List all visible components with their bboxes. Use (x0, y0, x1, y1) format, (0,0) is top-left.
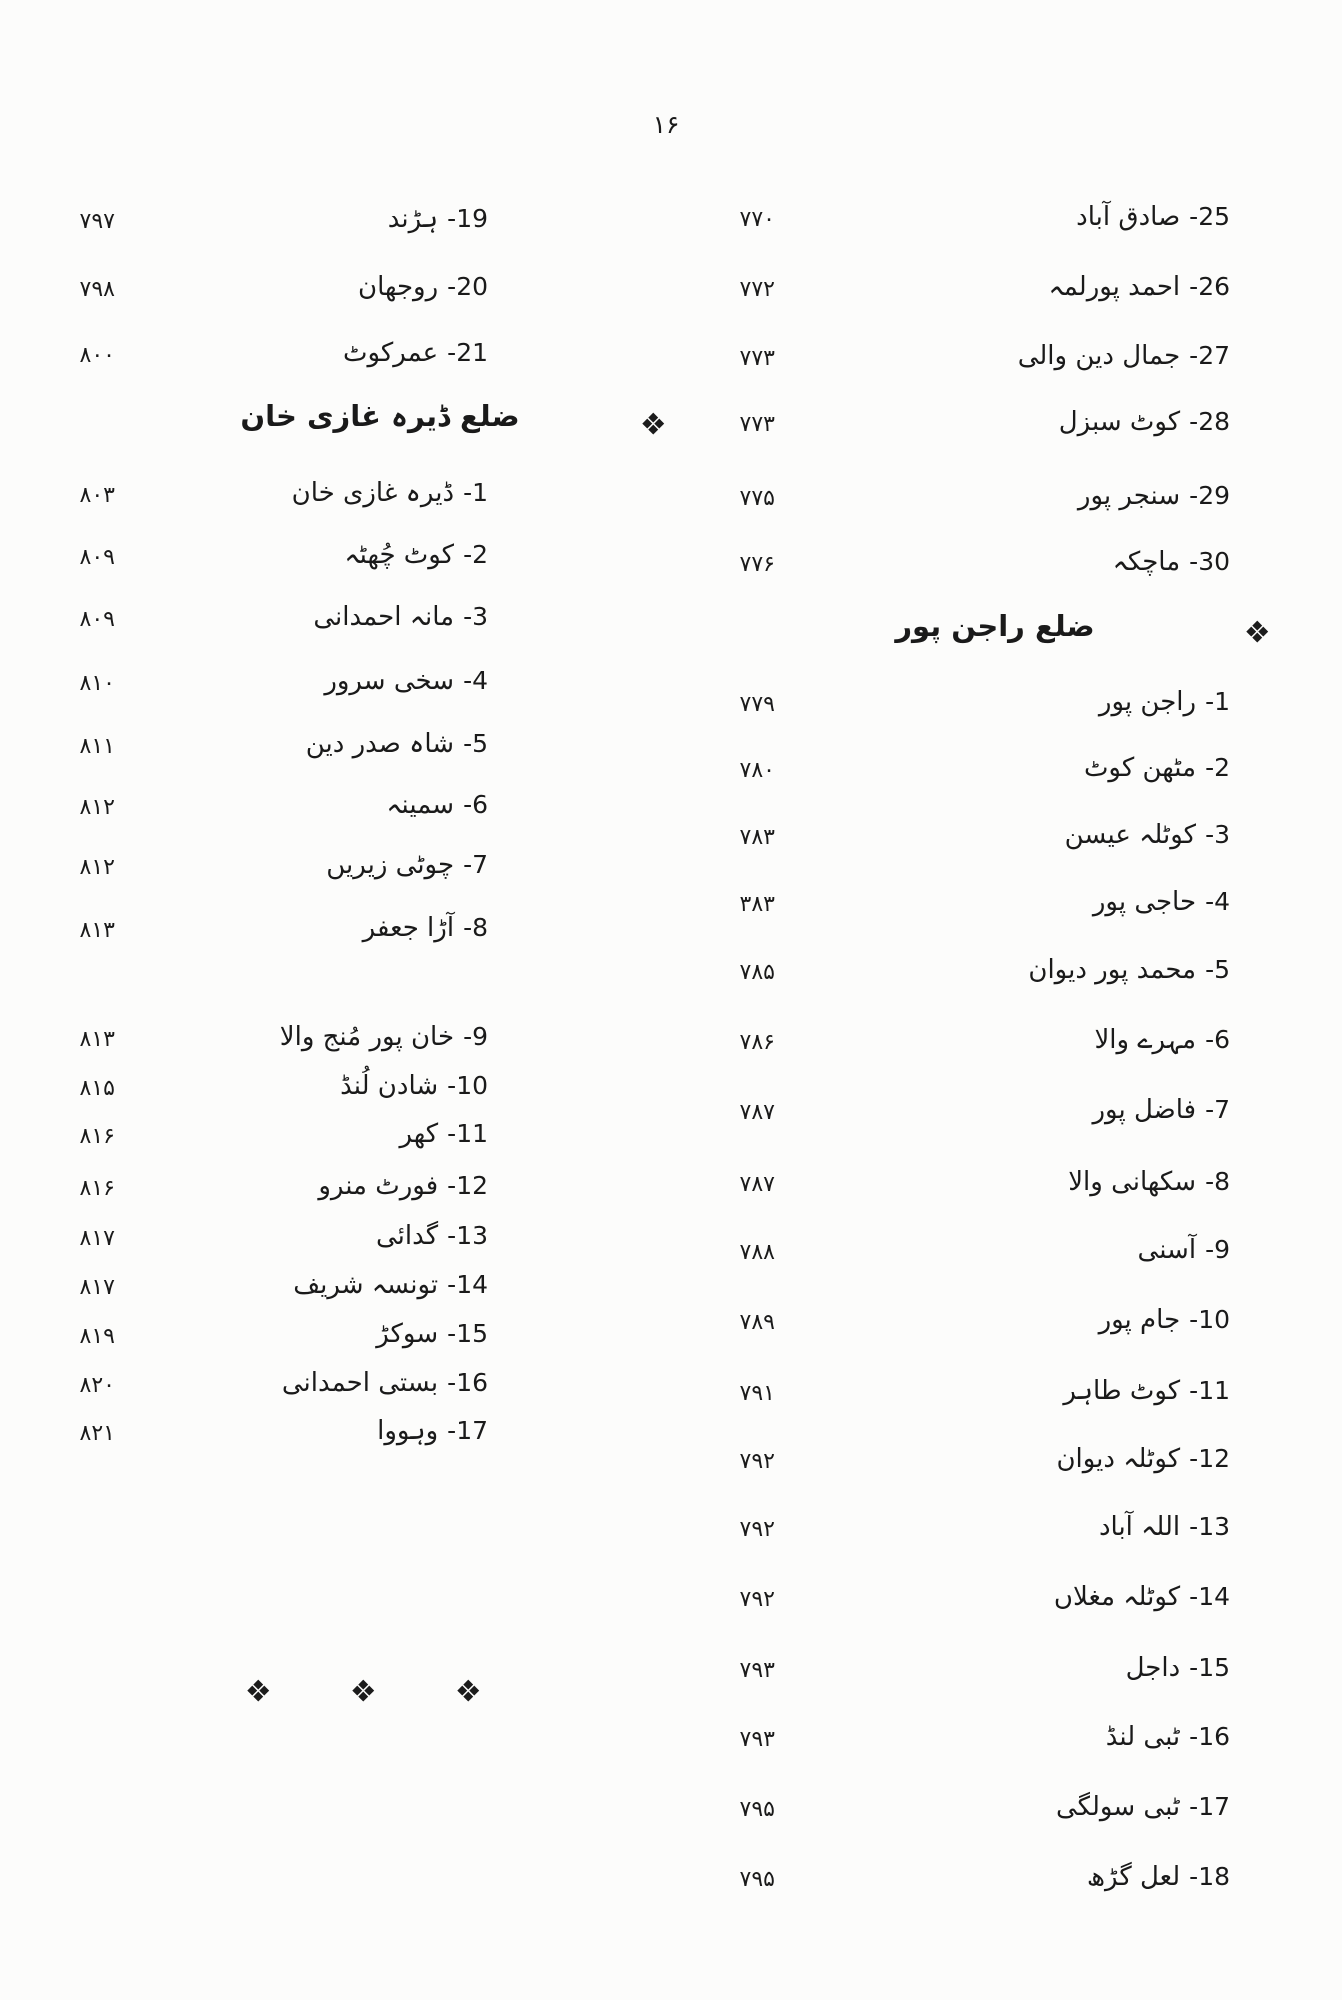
entry-number: 4- (463, 666, 488, 695)
entry-number: 16- (1189, 1722, 1230, 1751)
entry-name: فاضل پور (1092, 1095, 1197, 1125)
toc-entry (1084, 749, 1230, 787)
toc-entry (1054, 1578, 1230, 1616)
page-number: ۷۹۲ (739, 1587, 775, 1612)
page-number: ۸۰۹ (79, 545, 115, 570)
toc-entry (1092, 1091, 1230, 1129)
entry-number: 6- (463, 790, 488, 819)
entry-name: خان پور مُنج والا (279, 1022, 455, 1052)
toc-entry (1093, 883, 1230, 921)
entry-name: بستی احمدانی (281, 1368, 439, 1398)
toc-entry (399, 1115, 488, 1153)
entry-name: جمال دین والی (1017, 341, 1181, 371)
entry-name: سوکڑ (376, 1319, 439, 1349)
entry-number: 11- (447, 1119, 488, 1148)
entry-number: 1- (463, 478, 488, 507)
page-number: ۸۰۰ (79, 343, 115, 368)
entry-name: سخی سرور (324, 666, 455, 696)
toc-entry (1099, 1508, 1230, 1546)
toc-entry (1076, 198, 1230, 236)
toc-entry (318, 1167, 488, 1205)
entry-name: ڈیرہ غازی خان (291, 478, 455, 508)
entry-name: روجھان (357, 272, 439, 302)
entry-name: کوٹلہ دیوان (1056, 1444, 1181, 1474)
entry-number: 10- (1189, 1305, 1230, 1334)
page-number: ۷۷۵ (739, 486, 775, 511)
toc-entry (340, 1067, 488, 1105)
toc-entry (1113, 543, 1230, 581)
diamond-cluster-icon (644, 414, 662, 432)
toc-entry (1078, 477, 1230, 515)
entry-number: 29- (1189, 481, 1230, 510)
entry-number: 5- (1205, 955, 1230, 984)
entry-number: 3- (463, 602, 488, 631)
entry-name: شادن لُنڈ (340, 1071, 439, 1101)
entry-number: 1- (1205, 687, 1230, 716)
page-number: ۷۷۶ (739, 552, 775, 577)
entry-name: کوٹ سبزل (1058, 407, 1181, 437)
toc-entry (1028, 951, 1230, 989)
entry-number: 8- (463, 913, 488, 942)
page-number: ۷۹۵ (739, 1867, 775, 1892)
entry-name: اللہ آباد (1098, 1512, 1181, 1542)
entry-name: کوٹ چُھٹہ (344, 540, 455, 570)
entry-number: 17- (447, 1416, 488, 1445)
toc-entry (324, 662, 488, 700)
page-number: ۷۹۱ (739, 1381, 775, 1406)
entry-name: صادق آباد (1076, 202, 1181, 232)
entry-name: وہووا (377, 1416, 439, 1446)
toc-entry (1099, 1301, 1230, 1339)
diamond-cluster-icon (1248, 622, 1266, 640)
entry-number: 5- (463, 729, 488, 758)
toc-entry (293, 1266, 488, 1304)
toc-entry (1059, 403, 1230, 441)
toc-entry (388, 200, 488, 238)
entry-number: 9- (1205, 1235, 1230, 1264)
toc-entry (1056, 1788, 1230, 1826)
page-number: ۷۸۵ (739, 960, 775, 985)
page-number: ۸۱۹ (79, 1324, 115, 1349)
page-number: ۸۱۵ (79, 1076, 115, 1101)
entry-name: چوٹی زیریں (326, 850, 455, 880)
toc-entry (1018, 337, 1230, 375)
toc-entry (343, 334, 488, 372)
entry-number: 26- (1189, 272, 1230, 301)
page-number: ۸۱۷ (79, 1226, 115, 1251)
entry-number: 21- (447, 338, 488, 367)
page-number: ۷۹۸ (79, 277, 115, 302)
page-number: ۷۸۷ (739, 1172, 775, 1197)
page-number: ۷۷۲ (739, 277, 775, 302)
entry-name: فورٹ منرو (318, 1171, 439, 1201)
toc-entry (292, 474, 488, 512)
folio-page-number: ۱۶ (652, 110, 680, 139)
entry-name: محمد پور دیوان (1028, 955, 1197, 985)
entry-number: 12- (447, 1171, 488, 1200)
page-number: ۷۸۰ (739, 758, 775, 783)
entry-number: 8- (1205, 1167, 1230, 1196)
page-number: ۸۱۲ (79, 855, 115, 880)
page-number: ۷۹۳ (739, 1658, 775, 1683)
entry-name: جام پور (1098, 1305, 1181, 1335)
toc-entry (1056, 1440, 1230, 1478)
toc-entry (1138, 1231, 1230, 1269)
entry-name: تونسہ شریف (293, 1270, 439, 1300)
entry-number: 13- (1189, 1512, 1230, 1541)
entry-name: گدائی (376, 1221, 439, 1251)
entry-number: 2- (1205, 753, 1230, 782)
page-number: ۷۹۵ (739, 1797, 775, 1822)
entry-number: 11- (1189, 1376, 1230, 1405)
entry-number: 25- (1189, 202, 1230, 231)
entry-number: 30- (1189, 547, 1230, 576)
entry-number: 9- (463, 1022, 488, 1051)
entry-number: 20- (447, 272, 488, 301)
page-number: ۸۱۱ (79, 734, 115, 759)
entry-name: شاہ صدر دین (305, 729, 455, 759)
entry-name: ٹبی لنڈ (1105, 1722, 1181, 1752)
page-number: ۸۰۳ (79, 483, 115, 508)
entry-name: لعل گڑھ (1086, 1862, 1181, 1892)
page-number: ۷۷۳ (739, 346, 775, 371)
entry-number: 6- (1205, 1025, 1230, 1054)
entry-number: 2- (463, 540, 488, 569)
page-number: ۷۷۰ (739, 207, 775, 232)
toc-entry (306, 725, 488, 763)
toc-entry (1068, 1163, 1230, 1201)
page-number: ۸۱۳ (79, 1027, 115, 1052)
entry-number: 7- (1205, 1095, 1230, 1124)
toc-entry (1106, 1718, 1230, 1756)
toc-entry (1099, 683, 1230, 721)
section-header-dera-ghazi-khan: ضلع ڈیرہ غازی خان (240, 399, 520, 433)
page-number: ۷۸۶ (739, 1030, 775, 1055)
page-number: ۷۸۷ (739, 1100, 775, 1125)
entry-name: آڑا جعفر (362, 913, 455, 943)
toc-entry (280, 1018, 488, 1056)
toc-entry (376, 1217, 488, 1255)
entry-name: ہڑند (387, 204, 439, 234)
entry-number: 4- (1205, 887, 1230, 916)
entry-name: مانہ احمدانی (313, 602, 455, 632)
page-number: ۷۸۸ (739, 1240, 775, 1265)
page-number: ۸۱۲ (79, 795, 115, 820)
entry-number: 19- (447, 204, 488, 233)
entry-name: مہرے والا (1094, 1025, 1197, 1055)
entry-number: 15- (1189, 1653, 1230, 1682)
entry-number: 14- (447, 1270, 488, 1299)
toc-entry (326, 846, 488, 884)
entry-name: ماچکہ (1112, 547, 1181, 577)
entry-number: 15- (447, 1319, 488, 1348)
diamond-cluster-icon (459, 1681, 477, 1699)
entry-name: داجل (1125, 1653, 1181, 1683)
toc-entry (1087, 1858, 1230, 1896)
page-number: ۷۹۲ (739, 1449, 775, 1474)
entry-name: احمد پورلمہ (1048, 272, 1181, 302)
toc-entry (386, 786, 488, 824)
entry-number: 28- (1189, 407, 1230, 436)
page-number: ۸۱۶ (79, 1124, 115, 1149)
entry-name: عمرکوٹ (342, 338, 439, 368)
page-number: ۷۸۹ (739, 1310, 775, 1335)
toc-entry (1126, 1649, 1230, 1687)
toc-entry (344, 536, 488, 574)
page-number: ۸۱۷ (79, 1275, 115, 1300)
page-number: ۸۱۰ (79, 671, 115, 696)
entry-name: حاجی پور (1092, 887, 1197, 917)
page-number: ۷۷۹ (739, 692, 775, 717)
entry-number: 10- (447, 1071, 488, 1100)
entry-number: 12- (1189, 1444, 1230, 1473)
section-header-rajanpur: ضلع راجن پور (895, 609, 1095, 643)
toc-entry (358, 268, 488, 306)
toc-entry (1065, 816, 1230, 854)
toc-entry (1049, 268, 1231, 306)
entry-number: 13- (447, 1221, 488, 1250)
diamond-cluster-icon (249, 1681, 267, 1699)
entry-name: سنجر پور (1077, 481, 1181, 511)
page-number: ۷۷۳ (739, 412, 775, 437)
page-number: ۸۲۰ (79, 1373, 115, 1398)
entry-number: 17- (1189, 1792, 1230, 1821)
entry-name: سکھانی والا (1068, 1167, 1197, 1197)
entry-number: 18- (1189, 1862, 1230, 1891)
entry-number: 27- (1189, 341, 1230, 370)
toc-entry (377, 1412, 488, 1450)
entry-number: 14- (1189, 1582, 1230, 1611)
entry-name: کوٹ طاہر (1063, 1376, 1181, 1406)
entry-name: مٹھن کوٹ (1083, 753, 1197, 783)
page-number: ۷۹۷ (79, 209, 115, 234)
page-number: ۷۹۳ (739, 1727, 775, 1752)
page-number: ۸۱۳ (79, 918, 115, 943)
page-number: ۸۲۱ (79, 1421, 115, 1446)
toc-entry (282, 1364, 488, 1402)
page-number: ۷۹۲ (739, 1517, 775, 1542)
page-number: ۷۸۳ (739, 825, 775, 850)
entry-number: 3- (1205, 820, 1230, 849)
entry-name: آسنی (1137, 1235, 1197, 1265)
entry-number: 16- (447, 1368, 488, 1397)
entry-number: 7- (463, 850, 488, 879)
toc-entry (1063, 1372, 1230, 1410)
toc-entry (376, 1315, 488, 1353)
page-number: ۸۰۹ (79, 607, 115, 632)
page-number: ۸۱۶ (79, 1176, 115, 1201)
entry-name: کوٹلہ عیسن (1064, 820, 1197, 850)
toc-entry (1094, 1021, 1230, 1059)
entry-name: راجن پور (1098, 687, 1197, 717)
page-number: ۳۸۳ (739, 892, 775, 917)
toc-entry (363, 909, 488, 947)
toc-entry (313, 598, 488, 636)
entry-name: کھر (399, 1119, 439, 1149)
entry-name: سمینہ (386, 790, 455, 820)
entry-name: کوٹلہ مغلاں (1053, 1582, 1181, 1612)
diamond-cluster-icon (354, 1681, 372, 1699)
entry-name: ٹبی سولگی (1055, 1792, 1181, 1822)
